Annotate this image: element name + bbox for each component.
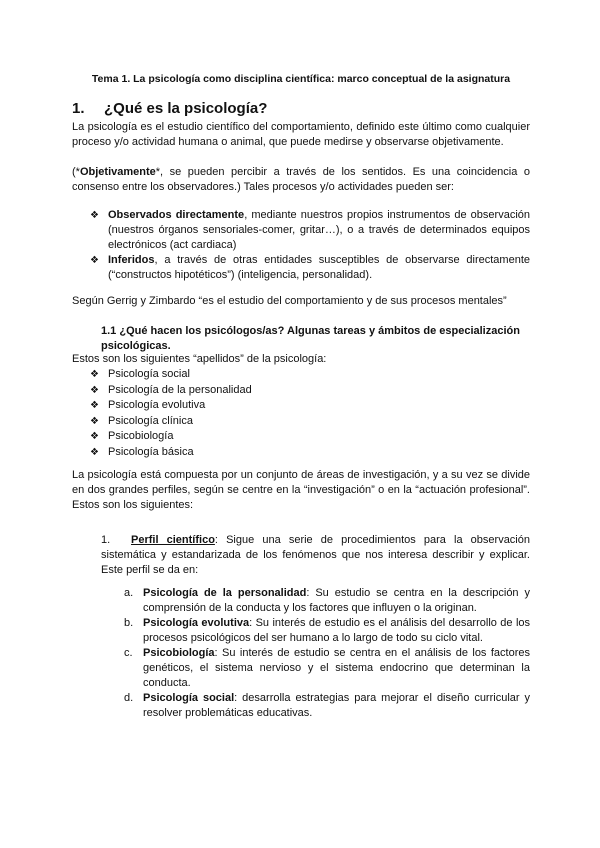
section-1-heading	[72, 99, 530, 119]
diamond-bullet-icon: ❖	[90, 431, 99, 442]
list-item: d. Psicología social: desarrolla estrategias para mejorar el diseño curricular y resolver problemáticas educativas.	[124, 692, 531, 719]
section-1-title: ¿Qué es la psicología?	[104, 100, 268, 117]
list-item: ❖ Psicología social	[90, 367, 252, 383]
perfil-label: Perfil científico	[131, 534, 215, 546]
section-1-number: 1.	[72, 100, 85, 117]
areas-paragraph: La psicología está compuesta por un conjunto de áreas de investigación, y a su vez se divide en dos grandes perfiles, según se centre en la “investigación” o en la “actuación profesional”. Estos son los siguientes:	[72, 469, 530, 511]
diamond-bullet-icon: ❖	[90, 210, 99, 221]
diamond-bullet-icon: ❖	[90, 446, 99, 458]
list-item: ❖ Psicología básica	[90, 445, 252, 461]
perfil-number: 1.	[101, 534, 111, 546]
objetivamente-note: (*Objetivamente*, se pueden percibir a través de los sentidos. Es una coincidencia o consenso entre los observadores.) Tales procesos y/o actividades pueden ser:	[72, 166, 530, 193]
perfil-cientifico-paragraph: 1. Perfil científico: Sigue una serie de procedimientos para la observación sistemática y estandarizada de los fenómenos que nos interesa describir y explicar. Este perfil se da en:	[101, 534, 530, 576]
list-item: ❖ Psicología de la personalidad	[90, 383, 252, 399]
diamond-bullet-icon: ❖	[90, 400, 99, 411]
list-item: c. Psicobiología: Su interés de estudio se centra en el análisis de los factores genéticos, el sistema nervioso y el sistema endocrino que determinan la conducta.	[124, 647, 530, 689]
gerrig-zimbardo-quote: Según Gerrig y Zimbardo “es el estudio del comportamiento y de sus procesos mentales”	[72, 295, 507, 307]
list-item: ❖ Psicología evolutiva	[90, 398, 252, 414]
diamond-bullet-icon: ❖	[90, 369, 99, 380]
diamond-bullet-icon: ❖	[90, 415, 99, 427]
document-title: Tema 1. La psicología como disciplina científica: marco conceptual de la asignatura	[91, 73, 511, 85]
diamond-bullet-icon: ❖	[90, 384, 99, 396]
intro-paragraph: La psicología es el estudio científico del comportamiento, definido este último como cualquier proceso y/o actividad humana o animal, que puede medirse y observarse objetivamente.	[72, 121, 530, 148]
psychology-branches-list	[90, 367, 252, 460]
observation-types-list	[90, 208, 530, 283]
list-item: b. Psicología evolutiva: Su interés de estudio es el análisis del desarrollo de los procesos psicológicos del ser humano a lo largo de todo su ciclo vital.	[124, 617, 530, 644]
list-item: ❖ Inferidos, a través de otras entidades susceptibles de observarse directamente (“constructos hipotéticos”) (inteligencia, personalidad).	[90, 254, 530, 281]
list-item: ❖ Psicobiología	[90, 429, 252, 445]
apellidos-intro: Estos son los siguientes “apellidos” de la psicología:	[72, 353, 327, 365]
diamond-bullet-icon: ❖	[90, 255, 99, 266]
list-item: a. Psicología de la personalidad: Su estudio se centra en la descripción y comprensión de la conducta y los factores que influyen o la originan.	[124, 587, 530, 614]
list-item: ❖ Observados directamente, mediante nuestros propios instrumentos de observación (nuestros órganos sensoriales-comer, gritar…), o a través de determinados equipos electrónicos (act cardiaca)	[90, 209, 530, 251]
perfil-sublist	[124, 586, 530, 721]
objetivamente-term: Objetivamente	[79, 166, 156, 178]
list-item: ❖ Psicología clínica	[90, 414, 252, 430]
section-1-1-heading: 1.1 ¿Qué hacen los psicólogos/as? Algunas tareas y ámbitos de especialización psicológicas.	[101, 325, 520, 352]
